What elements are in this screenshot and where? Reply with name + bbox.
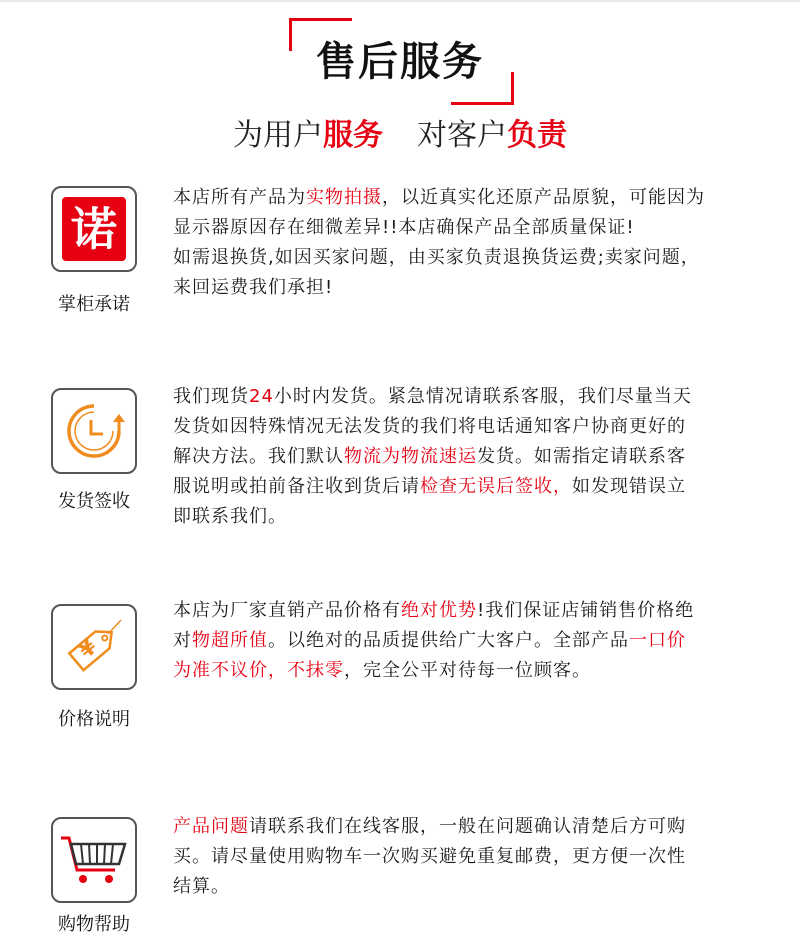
text-line: 买。请尽量使用购物车一次购买避免重复邮费，更方便一次性	[173, 846, 686, 867]
price-icon-box	[51, 604, 137, 690]
text-line: 为准不议价，不抹零，完全公平对待每一位顾客。	[173, 660, 591, 681]
clock-arrow-icon	[61, 398, 127, 464]
subtitle-plain-2: 对客户	[417, 118, 507, 153]
top-divider	[0, 0, 800, 2]
section-label-help: 购物帮助	[58, 914, 130, 935]
shipping-icon-box	[51, 388, 137, 474]
section-text-help	[173, 812, 773, 902]
section-text-price	[173, 596, 773, 686]
text-line: 本店所有产品为实物拍摄，以近真实化还原产品原貌，可能因为	[173, 187, 705, 208]
section-text-shipping	[173, 382, 773, 532]
text-line: 来回运费我们承担!	[173, 277, 334, 298]
section-label-promise: 掌柜承诺	[58, 294, 130, 315]
text-line: 如需退换货,如因买家问题，由买家负责退换货运费;卖家问题，	[173, 247, 700, 268]
text-line: 产品问题请联系我们在线客服，一般在问题确认清楚后方可购	[173, 816, 686, 837]
text-line: 显示器原因存在细微差异!!本店确保产品全部质量保证!	[173, 217, 635, 238]
promise-icon-box	[51, 186, 137, 272]
text-line: 结算。	[173, 876, 230, 897]
section-label-shipping: 发货签收	[58, 491, 130, 512]
help-icon-box	[51, 817, 137, 903]
promise-nuo-icon: 诺	[62, 197, 126, 261]
text-line: 发货如因特殊情况无法发货的我们将电话通知客户协商更好的	[173, 416, 686, 437]
section-text-promise	[173, 183, 773, 303]
text-line: 我们现货24小时内发货。紧急情况请联系客服，我们尽量当天	[173, 386, 692, 407]
price-tag-yen-icon	[61, 614, 127, 680]
shopping-cart-icon	[59, 830, 129, 890]
page-subtitle	[0, 110, 800, 154]
text-line: 对物超所值。以绝对的品质提供给广大客户。全部产品一口价	[173, 630, 686, 651]
text-line: 即联系我们。	[173, 506, 287, 527]
svg-text:¥: ¥	[74, 634, 103, 664]
section-label-price: 价格说明	[58, 709, 130, 730]
text-line: 解决方法。我们默认物流为物流速运发货。如需指定请联系客	[173, 446, 686, 467]
subtitle-em-2: 负责	[507, 118, 567, 153]
text-line: 服说明或拍前备注收到货后请检查无误后签收，如发现错误立	[173, 476, 686, 497]
subtitle-plain-1: 为用户	[233, 118, 323, 153]
text-line: 本店为厂家直销产品价格有绝对优势!我们保证店铺销售价格绝	[173, 600, 695, 621]
subtitle-em-1: 服务	[323, 118, 383, 153]
page-title: 售后服务	[316, 39, 484, 85]
